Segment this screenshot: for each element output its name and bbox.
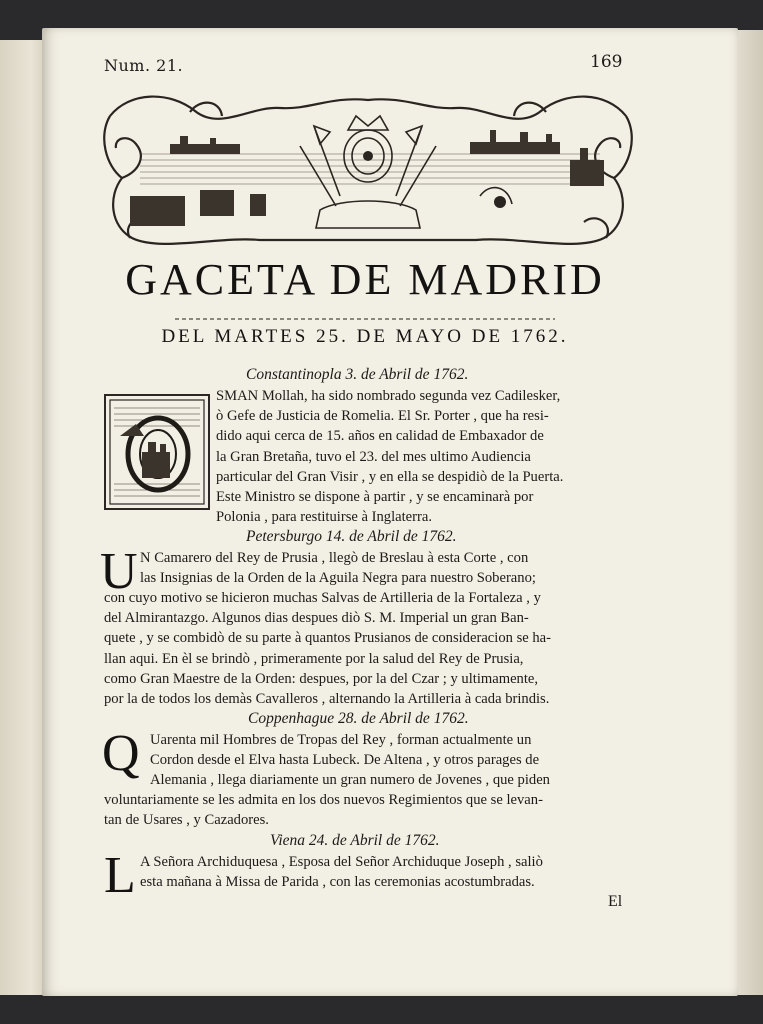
article-line: Cordon desde el Elva hasta Lubeck. De Altena , y otros parages de (150, 752, 540, 769)
issue-date-line: DEL MARTES 25. DE MAYO DE 1762. (161, 326, 569, 347)
article-coppenhague-body (104, 790, 636, 830)
article-line: Polonia , para restituirse à Inglaterra. (216, 509, 432, 526)
article-line: A Señora Archiduquesa , Esposa del Señor Archiduque Joseph , saliò (140, 854, 543, 870)
dateline-viena: Viena 24. de Abril de 1762. (270, 832, 440, 849)
article-line: N Camarero del Rey de Prusia , llegò de Breslau à esta Corte , con (140, 550, 529, 566)
article-petersburgo-body (104, 588, 636, 709)
article-line: del Almirantazgo. Algunos dias despues diò S. M. Imperial un gran Ban- (104, 610, 529, 627)
article-line: ò Gefe de Justicia de Romelia. El Sr. Porter , que ha resi- (216, 408, 549, 425)
dateline-petersburgo: Petersburgo 14. de Abril de 1762. (246, 528, 457, 545)
newspaper-title: GACETA DE MADRID (125, 255, 605, 304)
ornamental-initial-art (106, 396, 208, 508)
page-number: 169 (590, 52, 623, 72)
drop-cap-q: Q (102, 725, 140, 782)
article-line: llan aqui. En èl se brindò , primeramente por la salud del Rey de Prusia, (104, 650, 524, 667)
article-line: por la de todos los demàs Cavalleros , alternando la Artilleria à cada brindis. (104, 691, 550, 708)
drop-cap-u: U (100, 543, 138, 600)
article-line: Alemania , llega diariamente un gran numero de Jovenes , que piden (150, 772, 550, 789)
article-petersburgo-head (140, 548, 636, 588)
article-constantinopla-top (216, 386, 636, 527)
article-line: Uarenta mil Hombres de Tropas del Rey , forman actualmente un (150, 732, 532, 748)
article-line: con cuyo motivo se hicieron muchas Salvas de Artilleria de la Fortaleza , y (104, 590, 541, 606)
article-line: dido aqui cerca de 15. años en calidad de Embaxador de (216, 428, 544, 445)
article-line: como Gran Maestre de la Orden: despues, por la del Czar ; y ultimamente, (104, 670, 539, 687)
ornamental-initial-o (104, 394, 210, 510)
issue-number: Num. 21. (104, 56, 184, 75)
article-line: tan de Usares , y Cazadores. (104, 812, 269, 829)
article-line: quete , y se combidò de su parte à quantos Prusianos de consideracion se ha- (104, 630, 552, 647)
article-line: Este Ministro se dispone à partir , y se encaminarà por (216, 489, 534, 506)
dateline-coppenhague: Coppenhague 28. de Abril de 1762. (248, 710, 469, 727)
engraved-banner-illustration (100, 86, 636, 250)
article-coppenhague-head (150, 730, 636, 791)
drop-cap-l: L (104, 847, 136, 904)
article-line: SMAN Mollah, ha sido nombrado segunda vez Cadilesker, (216, 388, 561, 404)
article-line: particular del Gran Visir , y en ella se despidiò de la Puerta. (216, 468, 564, 485)
article-line: esta mañana à Missa de Parida , con las ceremonias acostumbradas. (140, 874, 535, 891)
catchword: El (608, 893, 623, 910)
dateline-constantinopla: Constantinopla 3. de Abril de 1762. (246, 366, 469, 383)
article-viena-head (140, 852, 636, 892)
article-line: voluntariamente se les admita en los dos nuevos Regimientos que se levan- (104, 792, 543, 808)
article-line: las Insignias de la Orden de la Aguila Negra para nuestro Soberano; (140, 570, 536, 587)
title-underline-rule (175, 318, 555, 320)
article-line: la Gran Bretaña, tuvo el 23. del mes ultimo Audiencia (216, 448, 531, 465)
